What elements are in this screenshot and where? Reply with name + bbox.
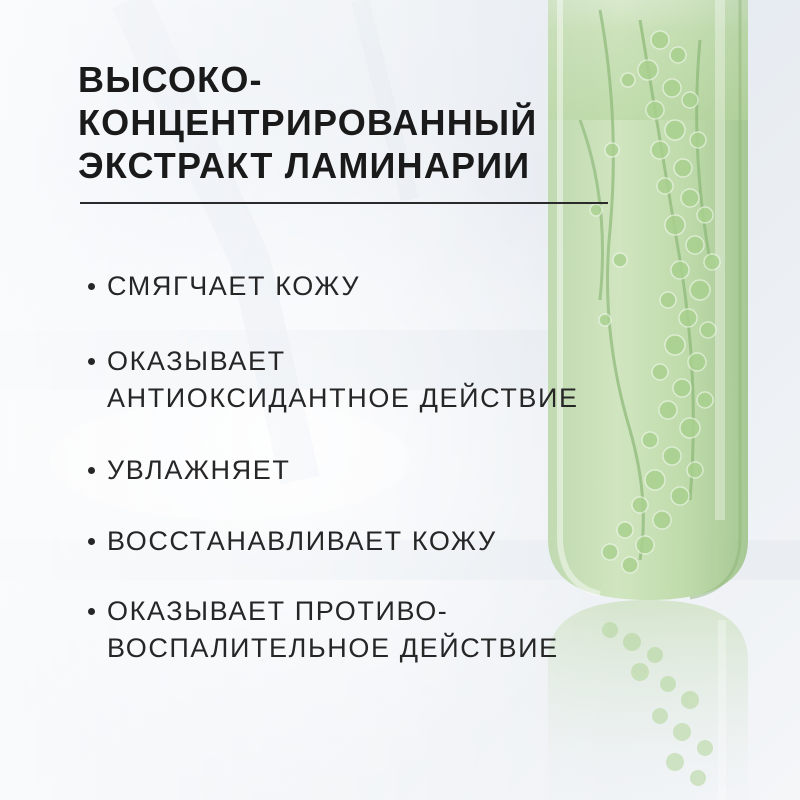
bullet-icon (88, 358, 95, 365)
headline-line: ЭКСТРАКТ ЛАМИНАРИИ (78, 145, 531, 186)
benefit-text: ВОССТАНАВЛИВАЕТ КОЖУ (107, 526, 497, 556)
benefit-text: ОКАЗЫВАЕТ АНТИОКСИДАНТНОЕ ДЕЙСТВИЕ (107, 346, 579, 413)
benefit-text: СМЯГЧАЕТ КОЖУ (107, 271, 361, 301)
benefit-item (82, 593, 559, 667)
bullet-icon (88, 467, 95, 474)
bullet-icon (88, 283, 95, 290)
benefit-text: ОКАЗЫВАЕТ ПРОТИВО- ВОСПАЛИТЕЛЬНОЕ ДЕЙСТВИЕ (107, 596, 559, 663)
headline (78, 58, 618, 187)
benefit-text: УВЛАЖНЯЕТ (107, 455, 291, 485)
bullet-icon (88, 538, 95, 545)
benefit-item (82, 452, 290, 489)
title-divider (80, 202, 608, 204)
benefit-item (82, 523, 497, 560)
bullet-icon (88, 608, 95, 615)
benefit-item (82, 343, 579, 417)
headline-line: ВЫСОКО- (78, 59, 263, 100)
headline-line: КОНЦЕНТРИРОВАННЫЙ (78, 102, 538, 143)
benefit-item (82, 268, 360, 305)
